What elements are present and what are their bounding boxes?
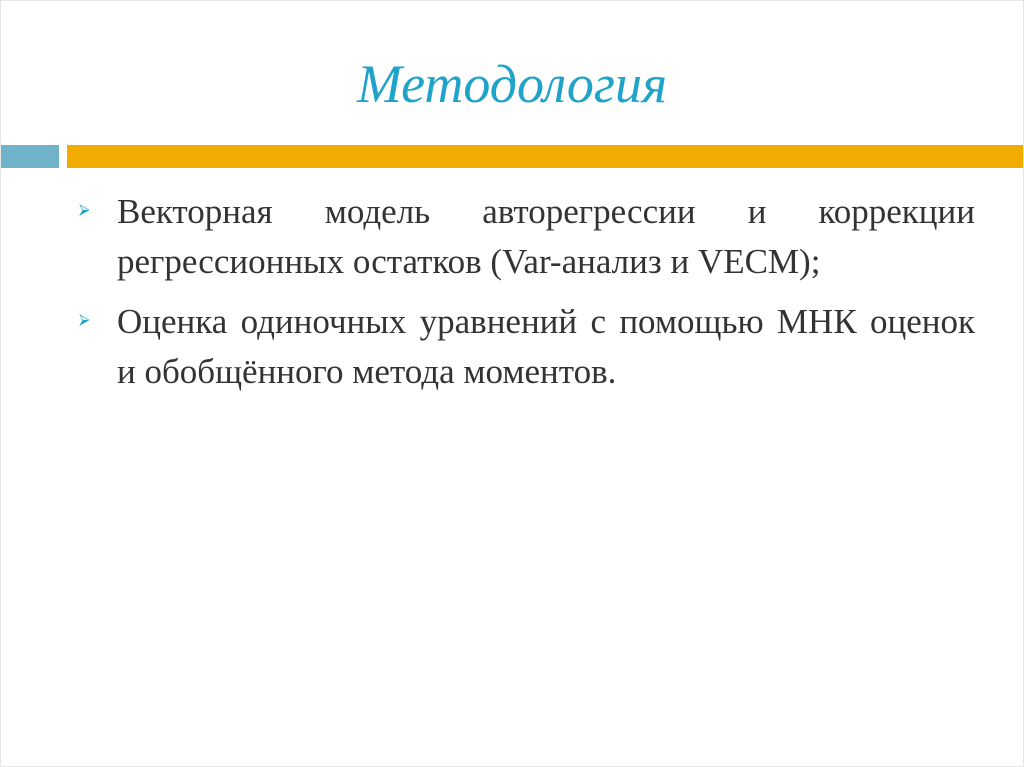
bullet-list [79,187,975,407]
arrow-bullet-icon: ⮚ [79,310,90,328]
title-accent-bar-blue [1,145,59,168]
arrow-bullet-icon: ⮚ [79,200,90,218]
slide-title: Методология [356,54,668,114]
bullet-item [79,297,975,397]
bullet-item [79,187,975,287]
title-accent-bar-orange [67,145,1023,168]
bullet-text: Векторная модель авторегрессии и коррекции регрессионных остатков (Var-анализ и VECM); [117,192,975,281]
bullet-text: Оценка одиночных уравнений с помощью МНК оценок и обобщённого метода моментов. [117,302,975,391]
